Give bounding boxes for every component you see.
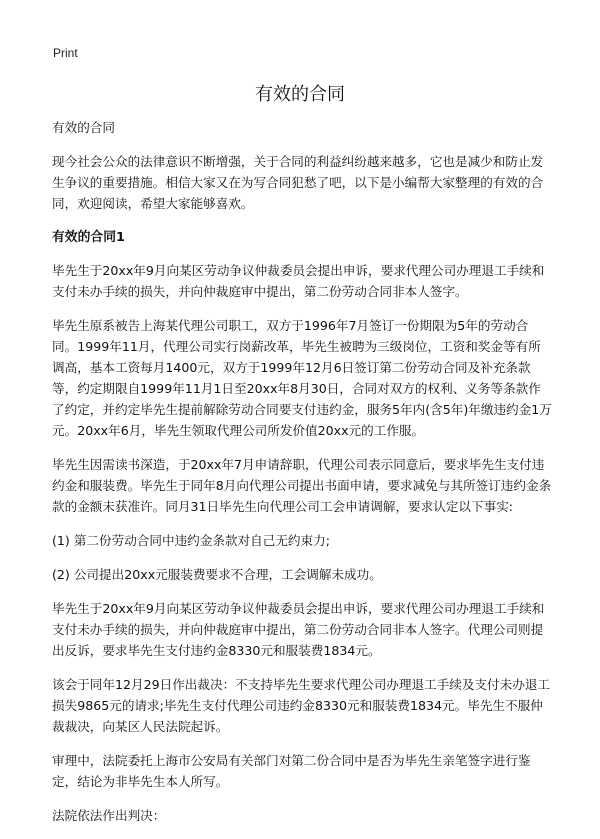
paragraph: 该会于同年12月29日作出裁决：不支持毕先生要求代理公司办理退工手续及支付未办退工损失9865元的请求;毕先生支付代理公司违约金8330元和服装费1834元。毕先生不服仲裁裁决，向某区人民法院起诉。 [52,677,551,734]
paragraph: 毕先生于20xx年9月向某区劳动争议仲裁委员会提出申诉，要求代理公司办理退工手续和支付未办手续的损失，并向仲裁庭审中提出，第二份劳动合同非本人签字。代理公司则提出反诉，要求毕先生支付违约金8330元和服装费1834元。 [52,601,545,658]
paragraph: (1) 第二份劳动合同中违约金条款对自己无约束力; [52,533,330,548]
section-heading: 有效的合同1 [52,230,125,245]
paragraph: 毕先生因需读书深造，于20xx年7月申请辞职，代理公司表示同意后，要求毕先生支付违约金和服装费。毕先生于同年8月向代理公司提出书面申请，要求减免与其所签订违约金条款的金额未获准许。同月31日毕先生向代理公司工会申请调解，要求认定以下事实: [52,457,552,514]
subtitle: 有效的合同 [52,120,115,135]
paragraph: 毕先生于20xx年9月向某区劳动争议仲裁委员会提出申诉，要求代理公司办理退工手续和支付未办手续的损失，并向仲裁庭审中提出，第二份劳动合同非本人签字。 [52,263,545,299]
paragraph: 审理中，法院委托上海市公安局有关部门对第二份合同中是否为毕先生亲笔签字进行鉴定，结论为非毕先生本人所写。 [52,753,531,789]
document-body [52,117,552,839]
document-title: 有效的合同 [255,84,345,105]
paragraph: 法院依法作出判决： [52,808,166,823]
paragraph: 毕先生原系被告上海某代理公司职工，双方于1996年7月签订一份期限为5年的劳动合同。1999年11月，代理公司实行岗薪改革，毕先生被聘为三级岗位，工资和奖金等有所调高，基本工资每月1400元，双方于1999年12月6日签订第二份劳动合同及补充条款等，约定期限自1999年11月1日至20xx年8月30日，合同对双方的权利、义务等条款作了约定，并约定毕先生提前解除劳动合同要支付违约金，服务5年内(含5年)年缴违约金1万元。20xx年6月，毕先生领取代理公司所发价值20xx元的工作服。 [52,318,552,438]
intro-paragraph: 现今社会公众的法律意识不断增强，关于合同的利益纠纷越来越多，它也是减少和防止发生争议的重要措施。相信大家又在为写合同犯愁了吧，以下是小编帮大家整理的有效的合同，欢迎阅读，希望大家能够喜欢。 [52,154,544,211]
paragraph: (2) 公司提出20xx元服装费要求不合理，工会调解未成功。 [52,567,382,582]
print-link[interactable]: Print [53,46,78,60]
